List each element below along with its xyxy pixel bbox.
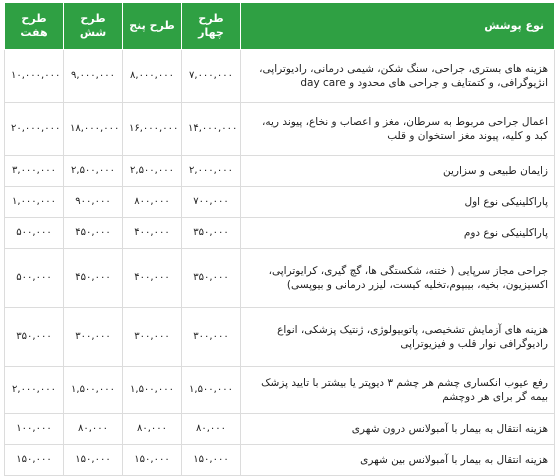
- plan-4-cell: ۸۰,۰۰۰: [182, 414, 241, 445]
- table-row: [5, 218, 555, 249]
- plan-7-cell: ۲۰,۰۰۰,۰۰۰: [5, 103, 64, 156]
- plan-4-cell: ۷,۰۰۰,۰۰۰: [182, 50, 241, 103]
- table-row: [5, 187, 555, 218]
- table-row: [5, 103, 555, 156]
- plan-7-cell: ۱۰۰,۰۰۰: [5, 414, 64, 445]
- plan-7-cell: ۱۵۰,۰۰۰: [5, 445, 64, 476]
- plan-6-cell: ۹۰۰,۰۰۰: [64, 187, 123, 218]
- header-plan-6: طرح شش: [64, 3, 123, 50]
- coverage-type-cell: جراحی مجاز سرپایی ( ختنه، شکستگی ها، گچ گیری، کرایوتراپی، اکسیزیون، بخیه، بیبپوم،تخلیه کیست، لیزر درمانی و بیوپسی): [241, 249, 555, 308]
- coverage-type-cell: هزینه انتقال به بیمار با آمبولانس درون شهری: [241, 414, 555, 445]
- plan-6-cell: ۳۰۰,۰۰۰: [64, 308, 123, 367]
- plan-5-cell: ۸,۰۰۰,۰۰۰: [123, 50, 182, 103]
- plan-5-cell: ۸۰,۰۰۰: [123, 414, 182, 445]
- plan-5-cell: ۸۰۰,۰۰۰: [123, 187, 182, 218]
- table-row: [5, 445, 555, 476]
- plan-7-cell: ۲,۰۰۰,۰۰۰: [5, 367, 64, 414]
- plan-5-cell: ۴۰۰,۰۰۰: [123, 249, 182, 308]
- table-row: [5, 308, 555, 367]
- plan-4-cell: ۷۰۰,۰۰۰: [182, 187, 241, 218]
- plan-6-cell: ۱۵۰,۰۰۰: [64, 445, 123, 476]
- plan-5-cell: ۴۰۰,۰۰۰: [123, 218, 182, 249]
- plan-7-cell: ۳۵۰,۰۰۰: [5, 308, 64, 367]
- coverage-type-cell: اعمال جراحی مربوط به سرطان، مغز و اعصاب و نخاع، پیوند ریه، کبد و کلیه، پیوند مغز استخوان و قلب: [241, 103, 555, 156]
- plan-6-cell: ۴۵۰,۰۰۰: [64, 218, 123, 249]
- plan-6-cell: ۴۵۰,۰۰۰: [64, 249, 123, 308]
- table-header-row: [5, 3, 555, 50]
- plan-4-cell: ۳۵۰,۰۰۰: [182, 218, 241, 249]
- header-plan-4: طرح چهار: [182, 3, 241, 50]
- coverage-type-cell: هزینه های بستری، جراحی، سنگ شکن، شیمی درمانی، رادیوتراپی، انژیوگرافی، و کتمتایف و جراحی های محدود و day care: [241, 50, 555, 103]
- plan-4-cell: ۳۰۰,۰۰۰: [182, 308, 241, 367]
- plan-6-cell: ۱۸,۰۰۰,۰۰۰: [64, 103, 123, 156]
- plan-5-cell: ۱۵۰,۰۰۰: [123, 445, 182, 476]
- plan-4-cell: ۲,۰۰۰,۰۰۰: [182, 156, 241, 187]
- header-coverage-type: نوع پوشش: [241, 3, 555, 50]
- plan-6-cell: ۱,۵۰۰,۰۰۰: [64, 367, 123, 414]
- coverage-table: [4, 2, 555, 476]
- table-row: [5, 50, 555, 103]
- table-row: [5, 249, 555, 308]
- plan-6-cell: ۸۰,۰۰۰: [64, 414, 123, 445]
- table-row: [5, 156, 555, 187]
- table-row: [5, 367, 555, 414]
- coverage-type-cell: هزینه انتقال به بیمار با آمبولانس بین شهری: [241, 445, 555, 476]
- plan-5-cell: ۱,۵۰۰,۰۰۰: [123, 367, 182, 414]
- table-row: [5, 414, 555, 445]
- plan-7-cell: ۱,۰۰۰,۰۰۰: [5, 187, 64, 218]
- plan-4-cell: ۳۵۰,۰۰۰: [182, 249, 241, 308]
- plan-7-cell: ۳,۰۰۰,۰۰۰: [5, 156, 64, 187]
- plan-7-cell: ۱۰,۰۰۰,۰۰۰: [5, 50, 64, 103]
- plan-6-cell: ۲,۵۰۰,۰۰۰: [64, 156, 123, 187]
- plan-4-cell: ۱,۵۰۰,۰۰۰: [182, 367, 241, 414]
- plan-4-cell: ۱۵۰,۰۰۰: [182, 445, 241, 476]
- header-plan-5: طرح پنج: [123, 3, 182, 50]
- plan-5-cell: ۳۰۰,۰۰۰: [123, 308, 182, 367]
- coverage-type-cell: پاراکلینیکی نوع اول: [241, 187, 555, 218]
- coverage-table-wrapper: [4, 2, 554, 476]
- coverage-type-cell: هزینه های آزمایش تشخیصی، پاتوبیولوژی، ژنتیک پزشکی، انواع رادیوگرافی نوار قلب و فیزیوتراپی: [241, 308, 555, 367]
- coverage-type-cell: رفع عیوب انکساری چشم هر چشم ۳ دیوپتر یا بیشتر با تایید پزشک بیمه گر برای هر دوچشم: [241, 367, 555, 414]
- coverage-type-cell: زایمان طبیعی و سزارین: [241, 156, 555, 187]
- plan-7-cell: ۵۰۰,۰۰۰: [5, 249, 64, 308]
- plan-4-cell: ۱۴,۰۰۰,۰۰۰: [182, 103, 241, 156]
- plan-5-cell: ۲,۵۰۰,۰۰۰: [123, 156, 182, 187]
- plan-5-cell: ۱۶,۰۰۰,۰۰۰: [123, 103, 182, 156]
- plan-7-cell: ۵۰۰,۰۰۰: [5, 218, 64, 249]
- coverage-type-cell: پاراکلینیکی نوع دوم: [241, 218, 555, 249]
- header-plan-7: طرح هفت: [5, 3, 64, 50]
- plan-6-cell: ۹,۰۰۰,۰۰۰: [64, 50, 123, 103]
